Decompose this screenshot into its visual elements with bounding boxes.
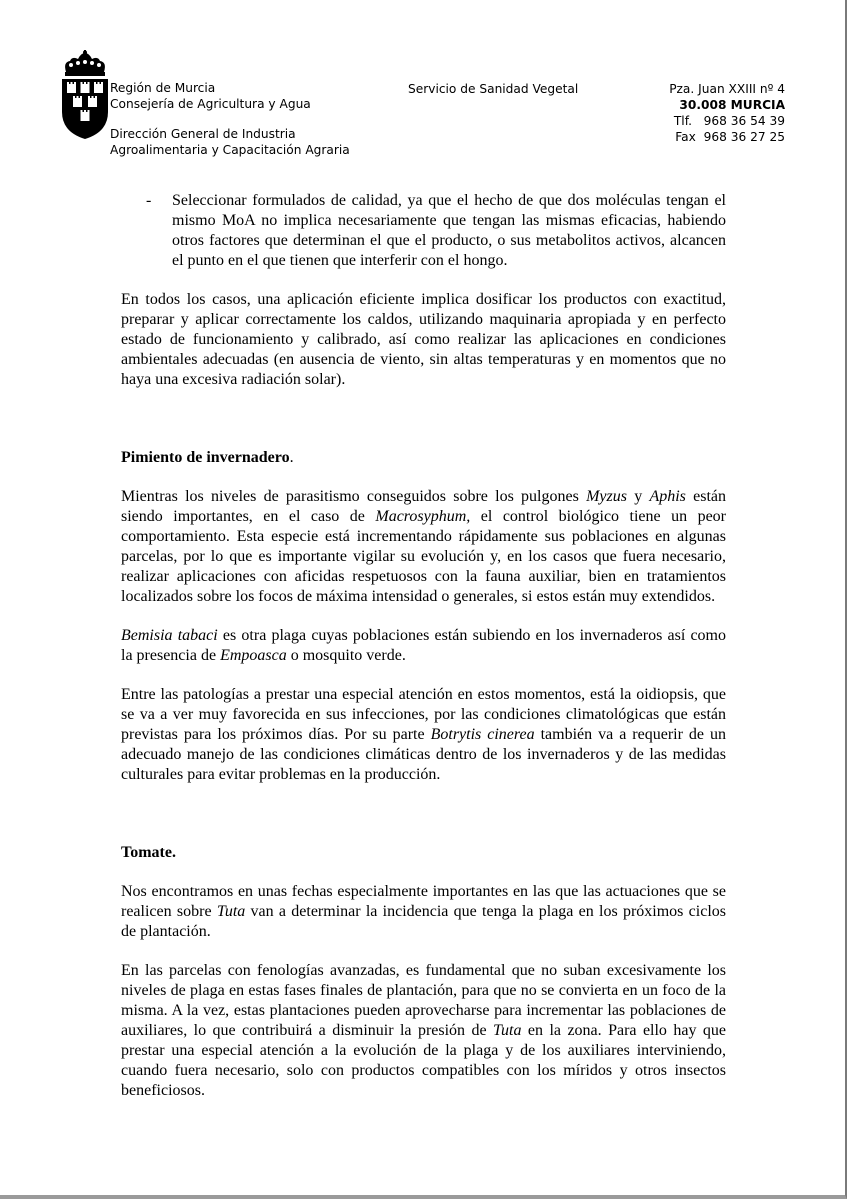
address-street: Pza. Juan XXIII nº 4	[669, 82, 785, 96]
address-city: 30.008 MURCIA	[679, 98, 785, 112]
fax-number: Fax 968 36 27 25	[675, 130, 785, 144]
section-heading-tomate: Tomate.	[121, 844, 176, 861]
dept-line-2: Agroalimentaria y Capacitación Agraria	[110, 143, 350, 157]
heading-suffix: .	[289, 449, 294, 466]
bullet-marker: -	[146, 192, 152, 209]
paragraph-pulgones: Mientras los niveles de parasitismo conseguidos sobre los pulgones Myzus y Aphis están siendo importantes, en el caso de Macrosyphum, el control biológico tiene un peor comportamiento. Esta especie está incrementando rápidamente sus poblaciones en algunas parcelas, por lo que es importante vigilar su evolución y, en los casos que fuera necesario, realizar aplicaciones con aficidas respetuosos con la fauna auxiliar, bien en tratamientos localizados sobre los focos de máxima intensidad o generales, si estos están muy extendidos.	[121, 488, 727, 605]
org-ministry: Consejería de Agricultura y Agua	[110, 97, 311, 111]
paragraph-bemisia: Bemisia tabaci es otra plaga cuyas poblaciones están subiendo en los invernaderos así como la presencia de Empoasca o mosquito verde.	[121, 627, 727, 664]
dept-line-1: Dirección General de Industria	[110, 127, 296, 141]
heading-text: Pimiento de invernadero	[121, 449, 290, 466]
org-region: Región de Murcia	[110, 81, 216, 95]
paragraph-parcelas: En las parcelas con fenologías avanzadas, es fundamental que no suban excesivamente los niveles de plaga en estas fases finales de plantación, para que no se convierta en un foco de la misma. A la vez, estas plantaciones pueden aprovecharse para incrementar las poblaciones de auxiliares, lo que contribuirá a disminuir la presión de Tuta en la zona. Para ello hay que prestar una especial atención a la evolución de la plaga y de los auxiliares interviniendo, cuando fuera necesario, solo con productos compatibles con los míridos y otros insectos beneficiosos.	[121, 962, 727, 1099]
paragraph-patologias: Entre las patologías a prestar una especial atención en estos momentos, está la oidiopsis, que se va a ver muy favorecida en sus infecciones, por las condiciones climatológicas que están previstas para los próximos días. Por su parte Botrytis cinerea también va a requerir de un adecuado manejo de las condiciones climáticas dentro de los invernaderos y de las medidas culturales para evitar problemas en la producción.	[121, 686, 726, 783]
bullet-text: Seleccionar formulados de calidad, ya que el hecho de que dos moléculas tengan el mismo MoA no implica necesariamente que tengan las mismas eficacias, habiendo otros factores que determinan el que el producto, o sus metabolitos activos, alcancen el punto en el que tienen que interferir con el hongo.	[172, 192, 726, 269]
header-organization	[110, 80, 350, 158]
document-body	[121, 191, 726, 1101]
header-service: Servicio de Sanidad Vegetal	[408, 82, 579, 96]
phone-number: Tlf. 968 36 54 39	[673, 114, 785, 128]
paragraph-application: En todos los casos, una aplicación eficiente implica dosificar los productos con exactitud, preparar y aplicar correctamente los caldos, utilizando maquinaria apropiada y en perfecto estado de funcionamiento y calibrado, así como realizar las aplicaciones en condiciones ambientales adecuadas (en ausencia de viento, sin altas temperaturas y en momentos que no haya una excesiva radiación solar).	[121, 291, 726, 388]
paragraph-tuta-fechas: Nos encontramos en unas fechas especialmente importantes en las que las actuaciones que se realicen sobre Tuta van a determinar la incidencia que tenga la plaga en los próximos ciclos de plantación.	[121, 883, 726, 940]
region-coat-of-arms-logo	[60, 50, 110, 140]
header-address	[640, 81, 785, 145]
section-heading-pimiento	[121, 448, 726, 468]
bullet-item	[121, 191, 726, 271]
